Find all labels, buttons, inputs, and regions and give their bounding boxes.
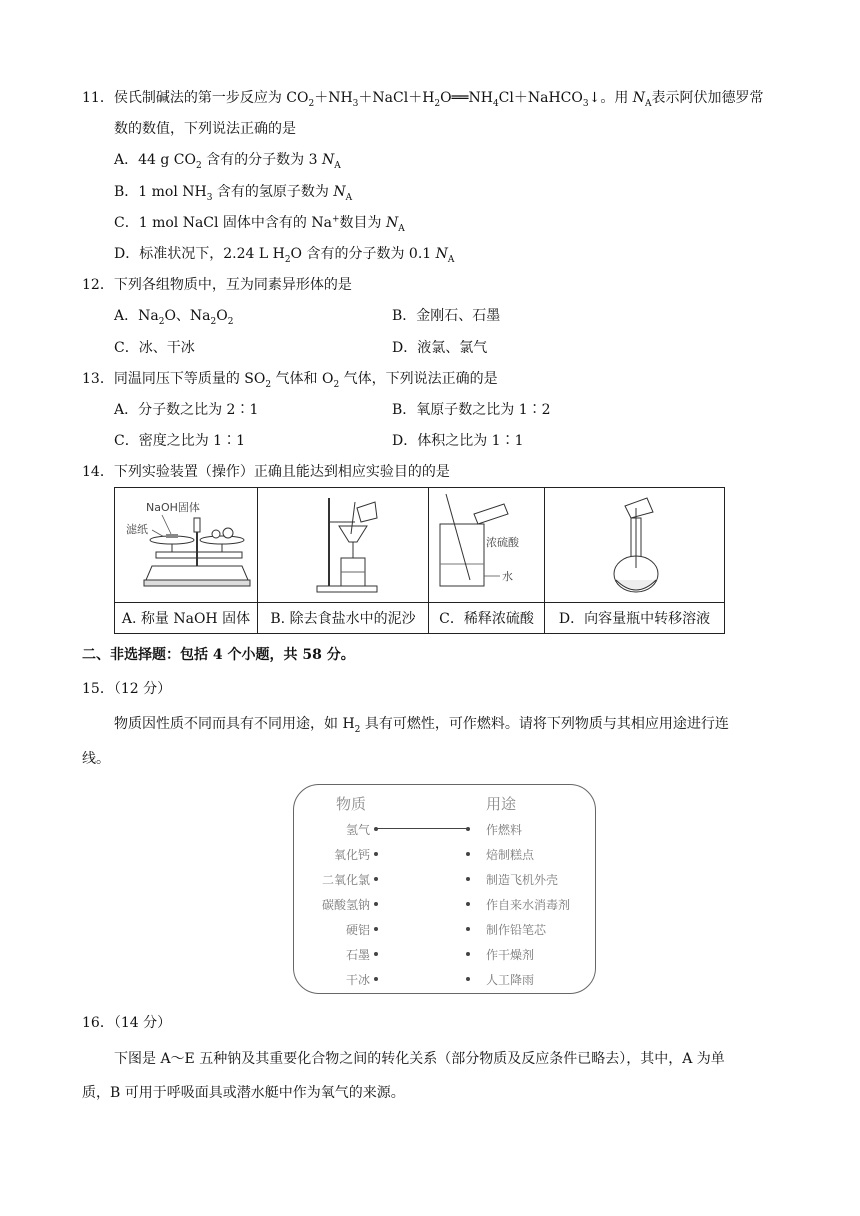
use-item: 制造飞机外壳 xyxy=(486,873,559,887)
use-dot[interactable] xyxy=(466,852,470,856)
q11-option-d: D．标准状况下，2.24 L $H_2O$ 含有的分子数为 0.1 $N_A$ xyxy=(114,246,455,265)
caption-c: C．稀释浓硫酸 xyxy=(429,603,545,634)
volumetric-flask-icon xyxy=(547,488,723,598)
balance-icon xyxy=(116,488,256,598)
substance-dot[interactable] xyxy=(374,977,378,981)
apparatus-image-a xyxy=(115,488,258,603)
q13-option-c: C．密度之比为 1∶1 xyxy=(114,433,245,449)
substance-item: 二氧化氯 xyxy=(321,873,370,887)
connection-line xyxy=(376,828,468,829)
q11-stem-line2: 数的数值，下列说法正确的是 xyxy=(114,121,296,137)
q15-header: 15．（12 分） xyxy=(82,681,172,697)
use-item: 制作铅笔芯 xyxy=(486,923,547,937)
substance-dot[interactable] xyxy=(374,952,378,956)
q11-option-b: B．1 mol $NH_3$ 含有的氢原子数为 $N_A$ xyxy=(114,184,353,203)
q16-text-line1: 下图是 A～E 五种钠及其重要化合物之间的转化关系（部分物质及反应条件已略去），其中，A 为单 xyxy=(114,1051,725,1067)
substance-dot[interactable] xyxy=(374,877,378,881)
use-header: 用途 xyxy=(486,795,517,813)
q12-option-b: B．金刚石、石墨 xyxy=(392,308,501,324)
question-number: 15． xyxy=(82,681,114,697)
question-number: 16． xyxy=(82,1015,114,1031)
q14-stem: 14．下列实验装置（操作）正确且能达到相应实验目的的是 xyxy=(82,464,450,480)
q12-option-c: C．冰、干冰 xyxy=(114,340,195,356)
use-dot[interactable] xyxy=(466,952,470,956)
question-number: 11． xyxy=(82,90,114,106)
q15-text-line1: 物质因性质不同而具有不同用途，如 $H_2$ 具有可燃性，可作燃料。请将下列物质与其相应用途进行连 xyxy=(114,716,729,735)
use-dot[interactable] xyxy=(466,902,470,906)
substance-item: 干冰 xyxy=(345,973,370,987)
svg-text:浓硫酸: 浓硫酸 xyxy=(485,536,519,549)
substance-item: 氢气 xyxy=(345,823,370,837)
use-item: 作燃料 xyxy=(486,823,523,837)
use-item: 焙制糕点 xyxy=(486,848,535,862)
use-dot[interactable] xyxy=(466,977,470,981)
use-item: 作干燥剂 xyxy=(486,948,535,962)
q13-option-b: B．氧原子数之比为 1∶2 xyxy=(392,402,551,418)
q16-header: 16．（14 分） xyxy=(82,1015,172,1031)
caption-d: D．向容量瓶中转移溶液 xyxy=(545,603,725,634)
apparatus-table xyxy=(114,487,725,634)
q13-option-a: A．分子数之比为 2∶1 xyxy=(114,402,259,418)
question-number: 14． xyxy=(82,464,114,480)
caption-b: B. 除去食盐水中的泥沙 xyxy=(258,603,429,634)
apparatus-image-b xyxy=(258,488,429,603)
question-number: 12． xyxy=(82,277,114,293)
substance-item: 硬铝 xyxy=(345,923,370,937)
substance-item: 氧化钙 xyxy=(333,848,370,862)
q15-text-line2: 线。 xyxy=(82,751,110,767)
substance-item: 碳酸氢钠 xyxy=(321,898,370,912)
substance-header: 物质 xyxy=(336,795,367,813)
q11-option-c: C．1 mol NaCl 固体中含有的 Na+数目为 $N_A$ xyxy=(114,214,405,234)
svg-text:水: 水 xyxy=(501,570,513,583)
use-dot[interactable] xyxy=(466,877,470,881)
filtration-icon xyxy=(259,488,427,598)
question-number: 13． xyxy=(82,371,114,387)
apparatus-image-c xyxy=(429,488,545,603)
substance-item: 石墨 xyxy=(345,948,370,962)
use-dot[interactable] xyxy=(466,927,470,931)
matching-box xyxy=(293,784,596,994)
use-dot[interactable] xyxy=(466,827,470,831)
q12-stem: 12．下列各组物质中，互为同素异形体的是 xyxy=(82,277,352,293)
use-item: 人工降雨 xyxy=(486,973,535,987)
q13-option-d: D．体积之比为 1∶1 xyxy=(392,433,524,449)
q16-text-line2: 质，B 可用于呼吸面具或潜水艇中作为氧气的来源。 xyxy=(82,1085,405,1101)
q12-option-d: D．液氯、氯气 xyxy=(392,340,488,356)
svg-text:滤纸: 滤纸 xyxy=(126,523,148,536)
q11-stem-line1: 11．侯氏制碱法的第一步反应为 $CO_2+NH_3+NaCl+H_2O══NH_4Cl+NaHCO_3↓$。用 $N_A$表示阿伏加德罗常 xyxy=(82,90,764,109)
substance-dot[interactable] xyxy=(374,927,378,931)
q11-option-a: A．44 g $CO_2$ 含有的分子数为 3 $N_A$ xyxy=(114,152,341,171)
dilution-icon xyxy=(430,488,544,598)
apparatus-image-d xyxy=(545,488,725,603)
section-heading: 二、非选择题：包括 4 个小题，共 58 分。 xyxy=(82,647,355,663)
q13-stem: 13．同温同压下等质量的 $SO_2$ 气体和 $O_2$ 气体，下列说法正确的是 xyxy=(82,371,498,390)
use-item: 作自来水消毒剂 xyxy=(486,898,571,912)
svg-text:NaOH固体: NaOH固体 xyxy=(146,501,200,514)
substance-dot[interactable] xyxy=(374,902,378,906)
substance-dot[interactable] xyxy=(374,852,378,856)
q12-option-a: A．$Na_2O$、$Na_2O_2$ xyxy=(114,308,234,327)
caption-a: A. 称量 NaOH 固体 xyxy=(115,603,258,634)
